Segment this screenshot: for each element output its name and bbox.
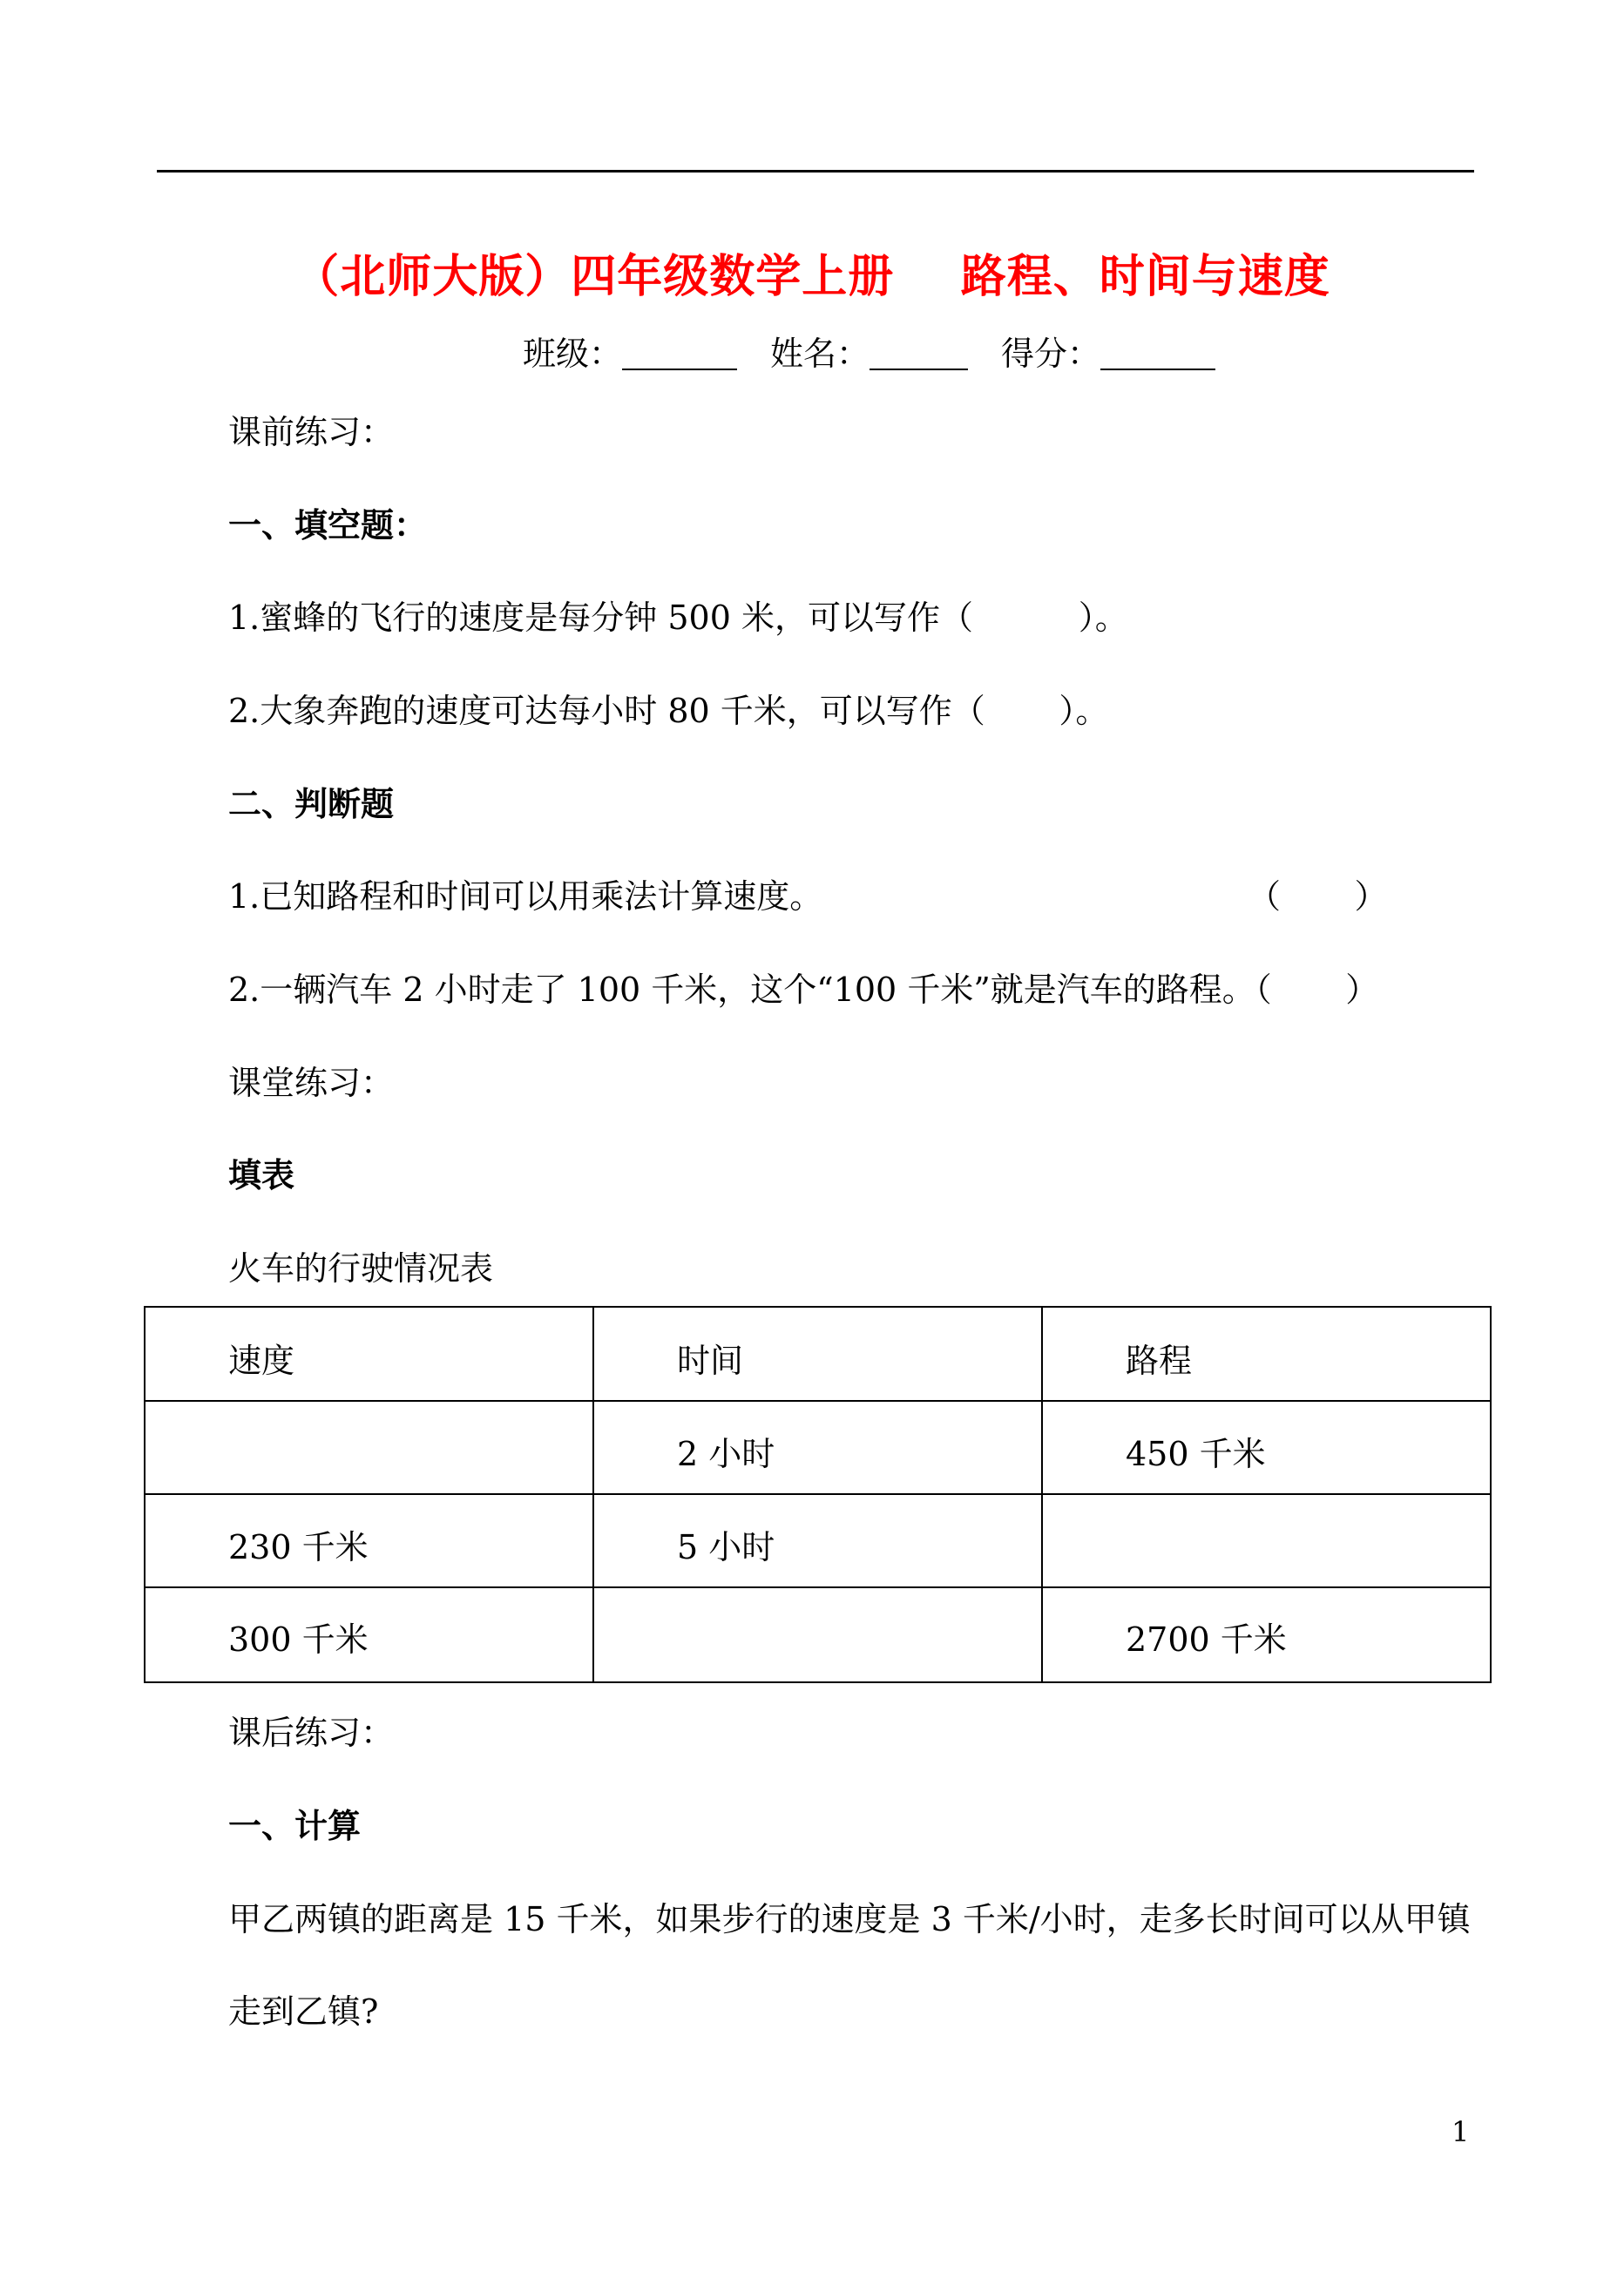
pre-class-heading: 课前练习： [228,413,395,451]
judge-heading: 二、判断题 [228,784,395,823]
judge-question-1-answer: （ ） [1248,877,1388,916]
row1-time-cell: 2 小时 [677,1435,775,1473]
calc-question-line-2: 走到乙镇? [228,1992,379,2031]
table-row-divider [145,1586,1490,1588]
header-time: 时间 [677,1342,744,1380]
page-number: 1 [1451,2115,1470,2148]
fill-blank-heading: 一、填空题： [228,505,428,545]
row2-speed-cell: 230 千米 [228,1528,369,1566]
fill-question-2: 2.大象奔跑的速度可达每小时 80 千米，可以写作（ ）。 [228,692,1109,730]
judge-question-2: 2.一辆汽车 2 小时走了 100 千米，这个“100 千米”就是汽车的路程。（ ） [228,971,1379,1009]
row3-speed-cell: 300 千米 [228,1620,369,1659]
calc-question-line-1: 甲乙两镇的距离是 15 千米，如果步行的速度是 3 千米/小时，走多长时间可以从甲镇 [228,1900,1471,1938]
table-row-divider [145,1493,1490,1495]
table-column-divider [1041,1308,1043,1681]
row1-distance-cell: 450 千米 [1126,1435,1266,1473]
header-speed: 速度 [228,1342,295,1380]
class-blank[interactable] [622,337,737,370]
name-label: 姓名： [770,335,870,373]
row3-distance-cell: 2700 千米 [1126,1620,1287,1659]
header-distance: 路程 [1126,1342,1193,1380]
row2-time-cell: 5 小时 [677,1528,775,1566]
table-column-divider [592,1308,594,1681]
table-row-divider [145,1400,1490,1402]
judge-question-1: 1.已知路程和时间可以用乘法计算速度。 [228,877,823,916]
header-rule [157,170,1474,172]
calc-heading: 一、计算 [228,1806,362,1845]
page-title: （北师大版）四年级数学上册 路程、时间与速度 [294,250,1330,303]
class-label: 班级： [523,335,623,373]
score-label: 得分： [1001,335,1101,373]
name-blank[interactable] [870,337,968,370]
score-blank[interactable] [1100,337,1215,370]
student-info-line [523,327,1215,375]
train-travel-table [144,1306,1492,1683]
table-heading: 填表 [228,1155,295,1194]
in-class-heading: 课堂练习： [228,1064,395,1102]
table-caption: 火车的行驶情况表 [228,1249,494,1288]
after-class-heading: 课后练习： [228,1714,395,1752]
fill-question-1: 1.蜜蜂的飞行的速度是每分钟 500 米，可以写作（ ）。 [228,599,1128,637]
